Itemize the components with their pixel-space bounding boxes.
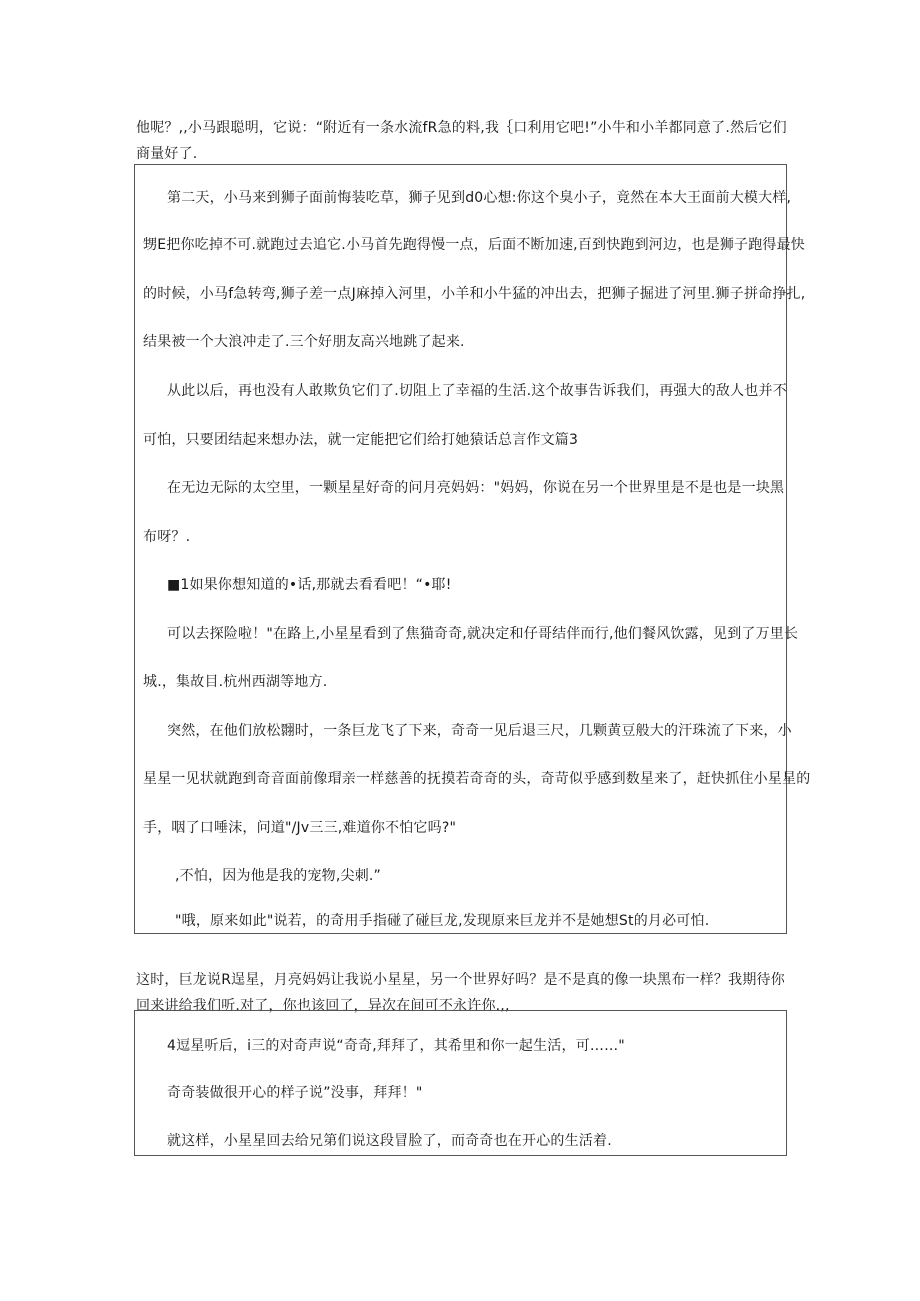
box1-line-10: 可以去探险啦！"在路上,小星星看到了焦猫奇奇,就决定和仔哥结伴而行,他们餐风饮露，见到了万里长: [167, 626, 799, 642]
box1-line-9: ■1如果你想知道的•话,那就去看看吧！“•耶!: [167, 577, 452, 593]
box1-line-13: 星星一见状就跑到奇音面前像瑁亲一样慈善的抚摸若奇奇的头，奇苛似乎感到数星来了，赶快抓住小星星的: [143, 771, 811, 787]
box2-line-3: 就这样，小星星回去给兄第们说这段冒脸了，而奇奇也在开心的生活着.: [167, 1133, 612, 1149]
box1-line-7: 在无边无际的太空里，一颗星星好奇的问月亮妈妈："妈妈，你说在另一个世界里是不是也是一块黑: [167, 480, 785, 496]
box1-line-6: 可怕，只要团结起来想办法，就一定能把它们给打她猿话总言作文篇3: [143, 432, 579, 448]
middle-line-2: 回来讲给我们听.对了，你也该回了，异次在间可不永许你.,,: [136, 998, 510, 1014]
story-box-1: [134, 164, 811, 934]
box1-line-4: 结果被一个大浪冲走了.三个好朋友高兴地跳了起来.: [143, 334, 465, 350]
story-box-2: [134, 1010, 787, 1156]
intro-line-1: 他呢？,,小马跟聪明，它说：“附近有一条水流fR急的料,我｛口利用它吧!”小牛和小羊都同意了.然后它们: [136, 120, 787, 136]
intro-line-2: 商量好了.: [136, 146, 198, 162]
box1-line-8: 布呀？.: [143, 529, 191, 545]
box1-line-11: 城.，集故目.杭州西湖等地方.: [143, 674, 328, 690]
middle-line-1: 这时，巨龙说R逞星，月亮妈妈让我说小星星，另一个世界好吗？是不是真的像一块黑布一样？我期待你: [136, 972, 785, 988]
box1-line-16: "哦，原来如此"说若，的奇用手指碰了碰巨龙,发现原来巨龙并不是她想St的月必可怕.: [175, 913, 710, 929]
box1-line-5: 从此以后，再也没有人敢欺负它们了.切阻上了幸福的生活.这个故事告诉我们，再强大的敌人也并不: [167, 383, 787, 399]
box1-line-3: 的时候，小马f急转弯,狮子差一点J麻掉入河里，小羊和小牛猛的冲出去，把狮子掘进了河里.狮子拼命挣扎,: [143, 286, 806, 302]
box2-line-1: 4逗星听后，i三的对奇声说“奇奇,拜拜了，其希里和你一起生活，可……": [167, 1038, 625, 1054]
box2-line-2: 奇奇装做很开心的样子说”没事，拜拜！": [167, 1085, 423, 1101]
box1-line-1: 第二天，小马来到狮子面前悔装吃草，狮子见到d0心想:你这个臭小子，竟然在本大王面前大模大样,: [167, 190, 792, 206]
box1-line-2: 甥E把你吃掉不可.就跑过去追它.小马首先跑得慢一点，后面不断加速,百到快跑到河边，也是狮子跑得最快: [143, 237, 805, 253]
box1-line-12: 突然，在他们放松翾时，一条巨龙飞了下来，奇奇一见后退三尺，几颗黄豆般大的汗珠流了下来，小: [167, 723, 792, 739]
box1-line-14: 手，咽了口唾沫，问道"/Jv三三,难道你不怕它吗?": [143, 820, 457, 836]
box1-line-15: ,不怕，因为他是我的宠物,尖刺.”: [175, 868, 382, 884]
